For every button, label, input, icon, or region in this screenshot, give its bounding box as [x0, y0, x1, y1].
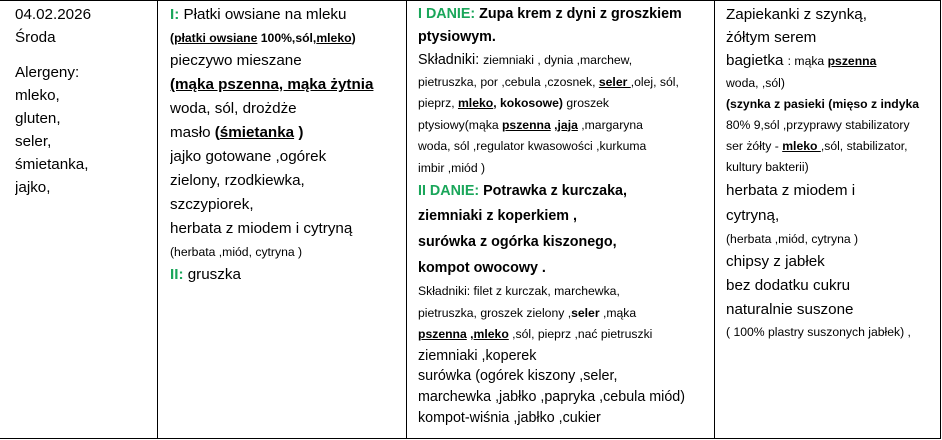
lunch-cell	[418, 3, 713, 429]
allergen-text: pszenna	[418, 327, 467, 341]
allergen-item: jajko,	[15, 179, 51, 196]
dish-name: Zupa krem z dyni z groszkiem	[475, 6, 682, 22]
text: masło	[170, 124, 215, 141]
ingredients-line: ziemniaki ,koperek	[418, 347, 537, 364]
allergen-item: seler,	[15, 133, 52, 150]
ingredients-line	[418, 93, 713, 115]
dish-name: Potrawka z kurczaka,	[479, 183, 627, 199]
dinner-ingredients: 80% 9,sól ,przyprawy stabilizatory	[726, 118, 910, 132]
allergens-label: Alergeny:	[15, 64, 80, 81]
ingredients-line: imbir ,miód )	[418, 160, 486, 175]
dinner-ingredients: ( 100% plastry suszonych jabłek) ,	[726, 325, 911, 339]
ingredients-line	[418, 115, 713, 137]
dinner-line: herbata z miodem i	[726, 182, 856, 199]
dish-name: Płatki owsiane na mleku	[179, 6, 347, 23]
breakfast-line	[170, 121, 406, 145]
dinner-line	[726, 49, 938, 73]
text: 100%,sól,	[257, 31, 317, 45]
column-divider	[714, 1, 715, 438]
dinner-ingredients: (herbata ,miód, cytryna )	[726, 232, 859, 246]
meal-label: II:	[170, 266, 184, 283]
breakfast-line: zielony, rzodkiewka,	[170, 172, 305, 189]
second-course-title: ziemniaki z koperkiem ,	[418, 208, 577, 224]
day-cell	[15, 3, 155, 199]
breakfast-ingredients: (herbata ,miód, cytryna )	[170, 245, 303, 259]
breakfast-line	[170, 3, 406, 27]
ingredients-line	[418, 49, 713, 72]
allergen-text: pszenna	[501, 117, 551, 132]
breakfast-line: jajko gotowane ,ogórek	[170, 148, 327, 165]
allergen-text: jaja	[557, 117, 578, 132]
text: ,olej, sól,	[630, 74, 679, 89]
dinner-line: cytryną,	[726, 207, 780, 224]
breakfast-line: herbata z miodem i cytryną	[170, 220, 353, 237]
ingredients-line: Składniki: filet z kurczak, marchewka,	[418, 284, 620, 298]
text: ,	[550, 117, 558, 132]
text: )	[351, 31, 356, 45]
ingredients-line: woda, sól ,regulator kwasowości ,kurkuma	[418, 139, 647, 153]
text: )	[294, 124, 304, 141]
allergen-text: mleko	[473, 327, 509, 341]
column-divider	[157, 1, 158, 438]
weekday: Środa	[15, 29, 56, 46]
text: ,	[466, 327, 474, 341]
text: pietruszka, por ,cebula ,czosnek,	[418, 74, 599, 89]
text: ptysiowy(mąka	[418, 117, 502, 132]
dinner-ingredients	[726, 136, 938, 157]
text: : mąka	[787, 54, 828, 68]
meal-label: I DANIE:	[418, 6, 476, 22]
allergen-text: mleko	[782, 139, 821, 153]
text: ,sól, pieprz ,nać pietruszki	[508, 327, 653, 341]
text: ,sól, stabilizator,	[820, 139, 908, 153]
dinner-cell	[726, 3, 938, 343]
allergen-text: śmietanka	[219, 124, 295, 141]
dinner-line: Zapiekanki z szynką,	[726, 6, 867, 23]
text: ,margaryna	[577, 117, 643, 132]
meal-label: I:	[170, 6, 180, 23]
dinner-line: żółtym serem	[726, 29, 817, 46]
allergen-text: seler	[571, 305, 600, 320]
date: 04.02.2026	[15, 6, 92, 23]
text: bagietka	[726, 52, 788, 69]
ingredients-line	[418, 324, 713, 346]
ingredients-line	[418, 72, 713, 94]
breakfast-ingredients	[170, 27, 406, 49]
breakfast-line: szczypiorek,	[170, 196, 254, 213]
allergen-item: śmietanka,	[15, 156, 89, 173]
dinner-line: naturalnie suszone	[726, 301, 854, 318]
text: ,mąka	[599, 305, 637, 320]
breakfast-line: pieczywo mieszane	[170, 52, 302, 69]
second-course-title	[418, 179, 713, 203]
second-course-title: kompot owocowy .	[418, 260, 546, 276]
breakfast-cell	[170, 3, 406, 287]
dinner-ingredients: woda, ,sól)	[726, 76, 785, 90]
allergen-item: mleko,	[15, 87, 60, 104]
ingredients-line	[418, 303, 713, 325]
text: ser żółty -	[726, 139, 783, 153]
text: pieprz,	[418, 96, 458, 110]
breakfast-line: woda, sól, drożdże	[170, 100, 297, 117]
dinner-ingredients: kultury bakterii)	[726, 160, 809, 174]
spacer	[15, 49, 155, 61]
allergen-text: (mąka pszenna, mąka żytnia	[170, 76, 374, 93]
text: pietruszka, groszek zielony ,	[418, 305, 572, 320]
text: (	[214, 124, 220, 141]
dinner-line: chipsy z jabłek	[726, 253, 825, 270]
text: groszek	[562, 96, 610, 110]
meal-label: II DANIE:	[418, 183, 480, 199]
column-divider	[406, 1, 407, 438]
text: ziemniaki , dynia ,marchew,	[483, 53, 633, 67]
text: Składniki:	[418, 52, 484, 68]
allergen-item: gluten,	[15, 110, 61, 127]
allergen-text: mleko	[457, 96, 494, 110]
text: , kokosowe)	[493, 96, 563, 110]
ingredients-line: marchewka ,jabłko ,papryka ,cebula miód)	[418, 388, 685, 405]
ingredients-line: surówka (ogórek kiszony ,seler,	[418, 367, 618, 384]
allergen-text: pszenna	[827, 54, 877, 68]
allergen-text: płatki owsiane	[174, 31, 258, 45]
first-course-title	[418, 3, 713, 26]
text: (	[170, 31, 175, 45]
dinner-line: bez dodatku cukru	[726, 277, 851, 294]
allergen-text: seler	[598, 74, 631, 89]
allergen-text: mleko	[316, 31, 352, 45]
ingredients-line: kompot-wiśnia ,jabłko ,cukier	[418, 409, 601, 426]
dinner-ingredients: (szynka z pasieki (mięso z indyka	[726, 97, 920, 111]
first-course-title: ptysiowym.	[418, 29, 496, 45]
breakfast-line	[170, 263, 406, 287]
second-course-title: surówka z ogórka kiszonego,	[418, 234, 617, 250]
dish-name: gruszka	[183, 266, 241, 283]
